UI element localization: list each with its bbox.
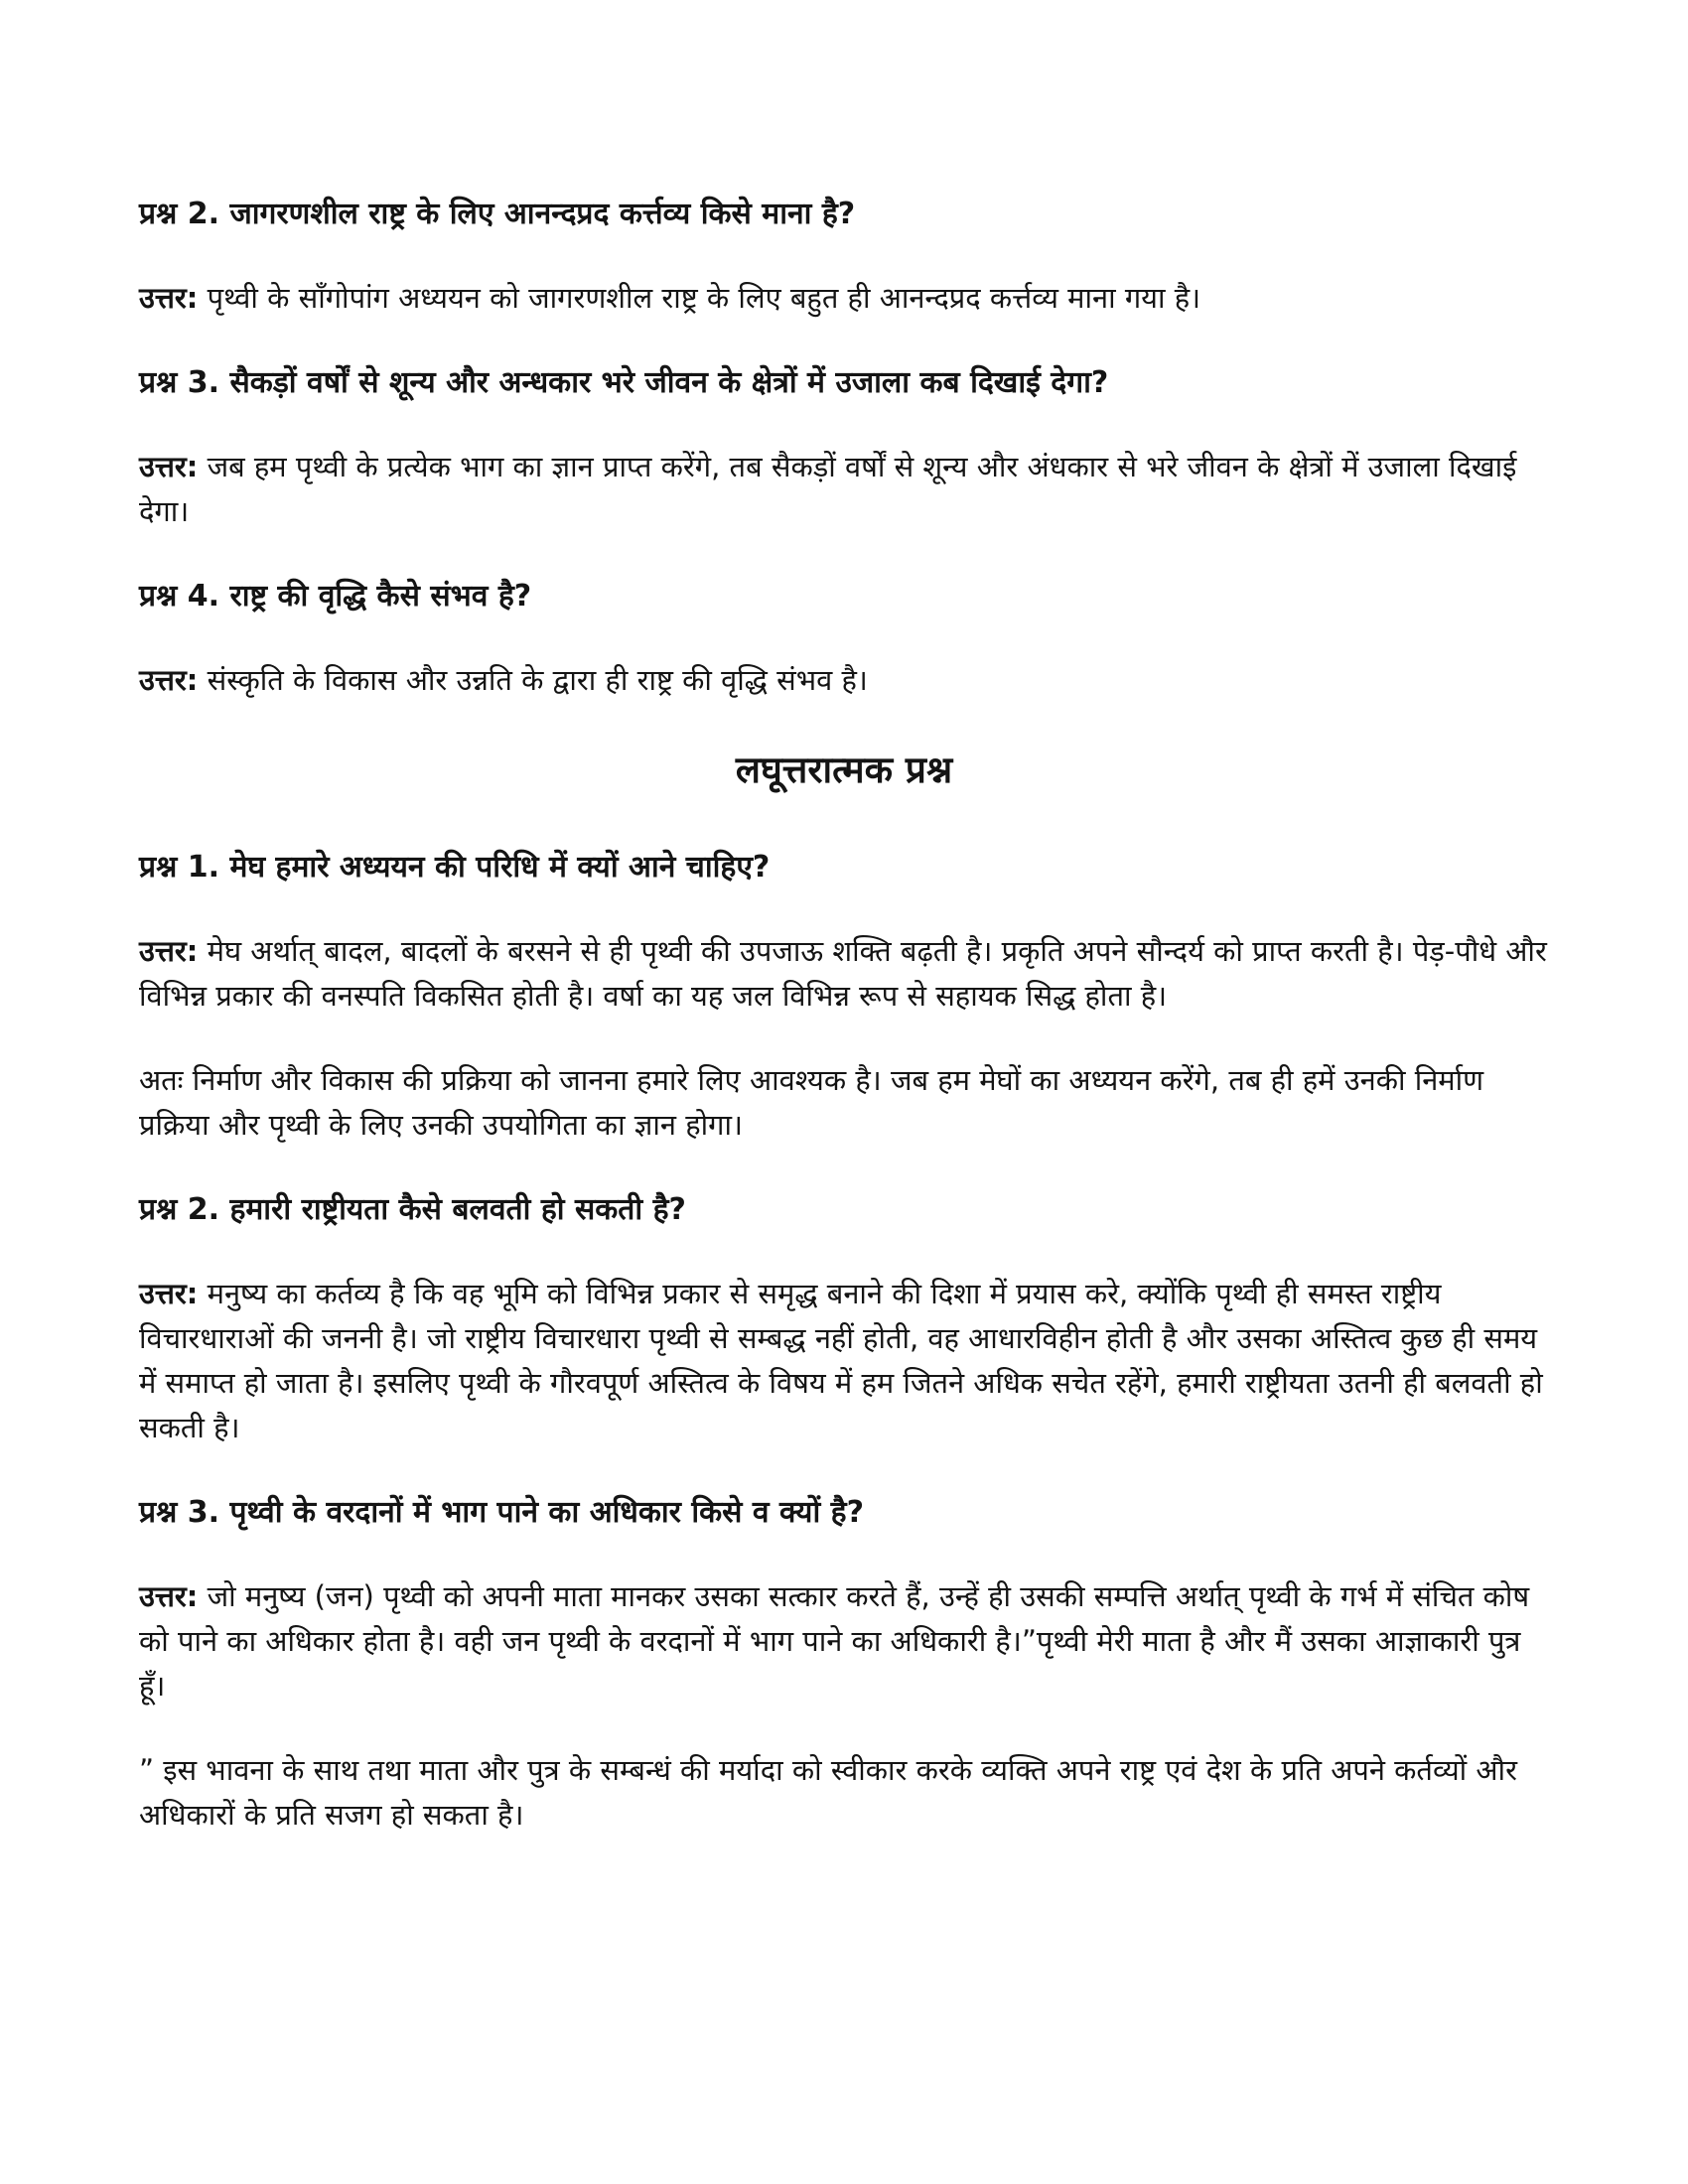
answer-label: उत्तर: <box>139 450 199 483</box>
section-heading: लघूत्तरात्मक प्रश्न <box>735 749 953 791</box>
paragraph: ” इस भावना के साथ तथा माता और पुत्र के सम्बन्धं की मर्यादा को स्वीकार करके व्यक्ति अपने राष्ट्र एवं देश के प्रति अपने कर्तव्यों और अधिकारों के प्रति सजग हो सकता है। <box>139 1753 1517 1832</box>
answer-paragraph <box>139 1272 1549 1450</box>
answer-text: संस्कृति के विकास और उन्नति के द्वारा ही राष्ट्र की वृद्धि संभव है। <box>207 663 868 697</box>
question-heading: प्रश्न 2. हमारी राष्ट्रीयता कैसे बलवती हो सकती है? <box>139 1192 686 1227</box>
answer-text: मनुष्य का कर्तव्य है कि वह भूमि को विभिन्न प्रकार से समृद्ध बनाने की दिशा में प्रयास करे, क्योंकि पृथ्वी ही समस्त राष्ट्रीय विचारधाराओं की जननी है। जो राष्ट्रीय विचारधारा पृथ्वी से सम्बद्ध नहीं होती, वह आधारविहीन होती है और उसका अस्तित्व कुछ ही समय में समाप्त हो जाता है। इसलिए पृथ्वी के गौरवपूर्ण अस्तित्व के विषय में हम जितने अधिक सचेत रहेंगे, हमारी राष्ट्रीयता उतनी ही बलवती हो सकती है। <box>139 1277 1543 1444</box>
answer-label: उत्तर: <box>139 934 199 968</box>
paragraph: अतः निर्माण और विकास की प्रक्रिया को जानना हमारे लिए आवश्यक है। जब हम मेघों का अध्ययन करेंगे, तब ही हमें उनकी निर्माण प्रक्रिया और पृथ्वी के लिए उनकी उपयोगिता का ज्ञान होगा। <box>139 1063 1484 1142</box>
answer-paragraph <box>139 1574 1549 1708</box>
answer-paragraph <box>139 445 1549 534</box>
question-heading: प्रश्न 1. मेघ हमारे अध्ययन की परिधि में क्यों आने चाहिए? <box>139 850 771 885</box>
answer-label: उत्तर: <box>139 1579 199 1613</box>
answer-label: उत्तर: <box>139 1277 199 1310</box>
question-heading: प्रश्न 2. जागरणशील राष्ट्र के लिए आनन्दप्रद कर्त्तव्य किसे माना है? <box>139 197 856 231</box>
question-heading: प्रश्न 3. सैकड़ों वर्षों से शून्य और अन्धकार भरे जीवन के क्षेत्रों में उजाला कब दिखाई देगा? <box>139 365 1109 400</box>
answer-paragraph <box>139 658 1549 703</box>
answer-text: जब हम पृथ्वी के प्रत्येक भाग का ज्ञान प्राप्त करेंगे, तब सैकड़ों वर्षों से शून्य और अंधकार से भरे जीवन के क्षेत्रों में उजाला दिखाई देगा। <box>139 450 1517 528</box>
answer-label: उत्तर: <box>139 663 199 697</box>
question-heading: प्रश्न 3. पृथ्वी के वरदानों में भाग पाने का अधिकार किसे व क्यों है? <box>139 1495 865 1530</box>
answer-label: उत्तर: <box>139 281 199 315</box>
answer-text: जो मनुष्य (जन) पृथ्वी को अपनी माता मानकर उसका सत्कार करते हैं, उन्हें ही उसकी सम्पत्ति अर्थात् पृथ्वी के गर्भ में संचित कोष को पाने का अधिकार होता है। वही जन पृथ्वी के वरदानों में भाग पाने का अधिकारी है।”पृथ्वी मेरी माता है और मैं उसका आज्ञाकारी पुत्र हूँ। <box>139 1579 1530 1703</box>
answer-text: मेघ अर्थात् बादल, बादलों के बरसने से ही पृथ्वी की उपजाऊ शक्ति बढ़ती है। प्रकृति अपने सौन्दर्य को प्राप्त करती है। पेड़-पौधे और विभिन्न प्रकार की वनस्पति विकसित होती है। वर्षा का यह जल विभिन्न रूप से सहायक सिद्ध होता है। <box>139 934 1547 1013</box>
answer-paragraph <box>139 929 1549 1019</box>
answer-paragraph <box>139 276 1549 321</box>
answer-text: पृथ्वी के साँगोपांग अध्ययन को जागरणशील राष्ट्र के लिए बहुत ही आनन्दप्रद कर्त्तव्य माना गया है। <box>207 281 1201 315</box>
question-heading: प्रश्न 4. राष्ट्र की वृद्धि कैसे संभव है? <box>139 579 532 614</box>
